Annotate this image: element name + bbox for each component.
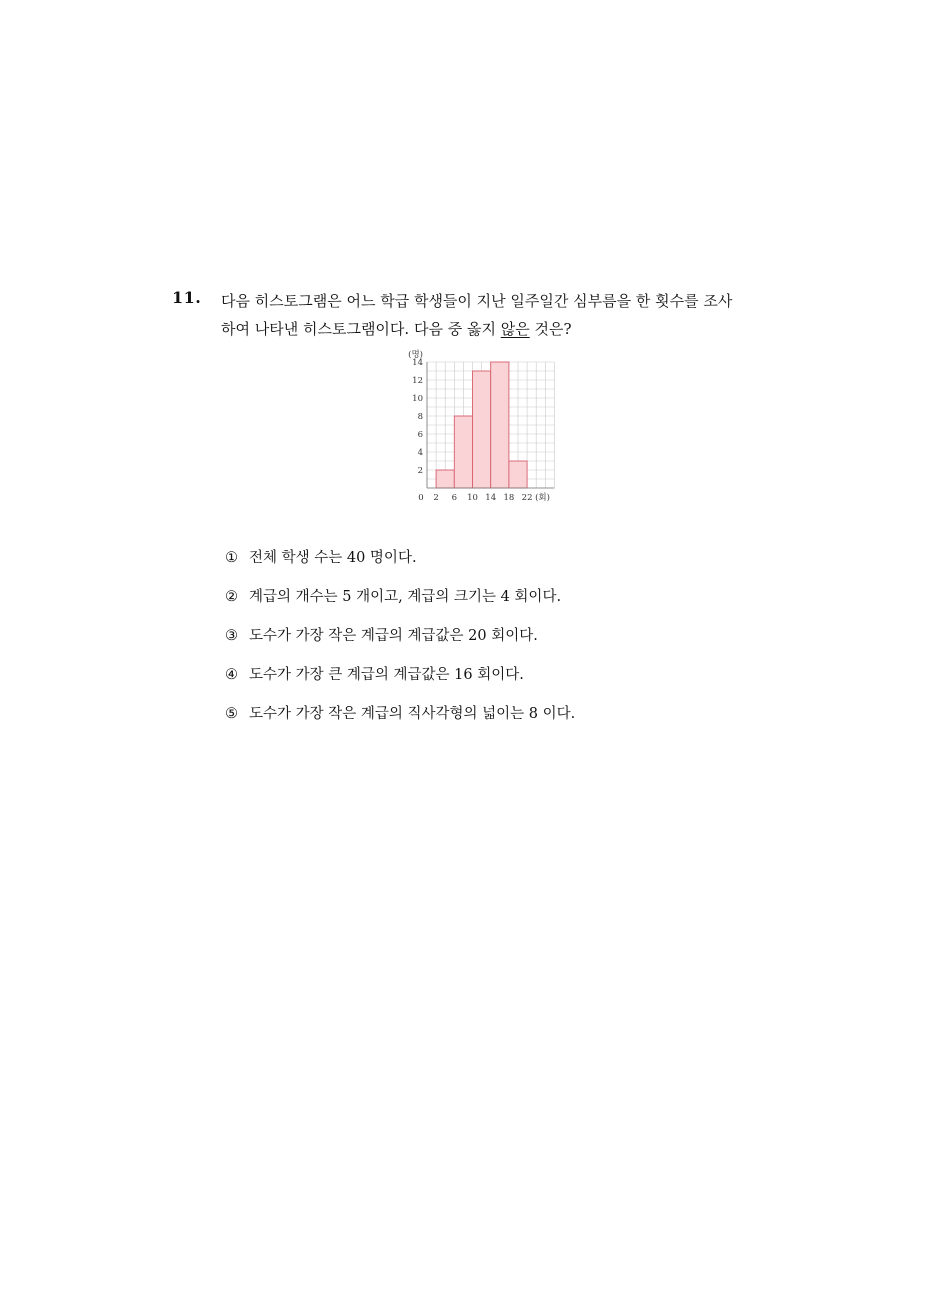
question-stem-line-1: 다음 히스토그램은 어느 학급 학생들이 지난 일주일간 심부름을 한 횟수를 조사 <box>221 292 733 310</box>
question-stem-ending: 것은? <box>529 320 572 338</box>
choice-1[interactable] <box>225 546 575 585</box>
y-tick-label: 12 <box>412 376 423 386</box>
choice-marker: ③ <box>225 628 238 644</box>
choice-text: 계급의 개수는 5 개이고, 계급의 크기는 4 회이다. <box>249 589 562 605</box>
choice-text: 전체 학생 수는 40 명이다. <box>249 550 417 566</box>
choice-text: 도수가 가장 작은 계급의 계급값은 20 회이다. <box>249 628 538 644</box>
choice-4[interactable] <box>225 663 575 702</box>
histogram-bar <box>454 416 472 488</box>
x-tick-label: 10 <box>467 493 478 503</box>
y-tick-label: 10 <box>412 394 423 404</box>
choice-marker: ④ <box>225 667 238 683</box>
histogram-chart <box>400 348 570 508</box>
x-tick-label: 22 <box>521 493 533 503</box>
choice-3[interactable] <box>225 624 575 663</box>
choice-text: 도수가 가장 작은 계급의 직사각형의 넓이는 8 이다. <box>249 706 576 722</box>
underlined-keyword: 않은 <box>500 320 530 338</box>
histogram-bar <box>436 470 454 488</box>
answer-choices <box>225 546 575 741</box>
x-tick-label: 6 <box>451 493 458 503</box>
question-number: 11. <box>172 288 202 307</box>
histogram-figure <box>400 348 570 508</box>
choice-text: 도수가 가장 큰 계급의 계급값은 16 회이다. <box>249 667 524 683</box>
x-tick-label: 0 <box>418 493 424 503</box>
x-tick-label: 18 <box>503 493 515 503</box>
question-stem <box>221 287 781 343</box>
y-tick-label: 4 <box>417 448 423 458</box>
y-tick-label: 6 <box>417 430 423 440</box>
question-stem-line-2 <box>221 315 781 343</box>
histogram-bar <box>491 362 509 488</box>
choice-marker: ② <box>225 589 238 605</box>
x-tick-label: 14 <box>485 493 497 503</box>
choice-2[interactable] <box>225 585 575 624</box>
choice-5[interactable] <box>225 702 575 741</box>
y-tick-label: 2 <box>417 466 423 476</box>
question-stem-text: 하여 나타낸 히스토그램이다. 다음 중 옳지 <box>221 320 501 338</box>
histogram-bar <box>473 371 491 488</box>
y-tick-label: 8 <box>417 412 423 422</box>
choice-marker: ① <box>225 550 238 566</box>
choice-marker: ⑤ <box>225 706 238 722</box>
histogram-bar <box>509 461 527 488</box>
x-unit-label: (회) <box>535 493 550 503</box>
y-unit-label: (명) <box>408 350 423 360</box>
y-tick-label: 14 <box>412 358 423 368</box>
x-tick-label: 2 <box>433 493 439 503</box>
